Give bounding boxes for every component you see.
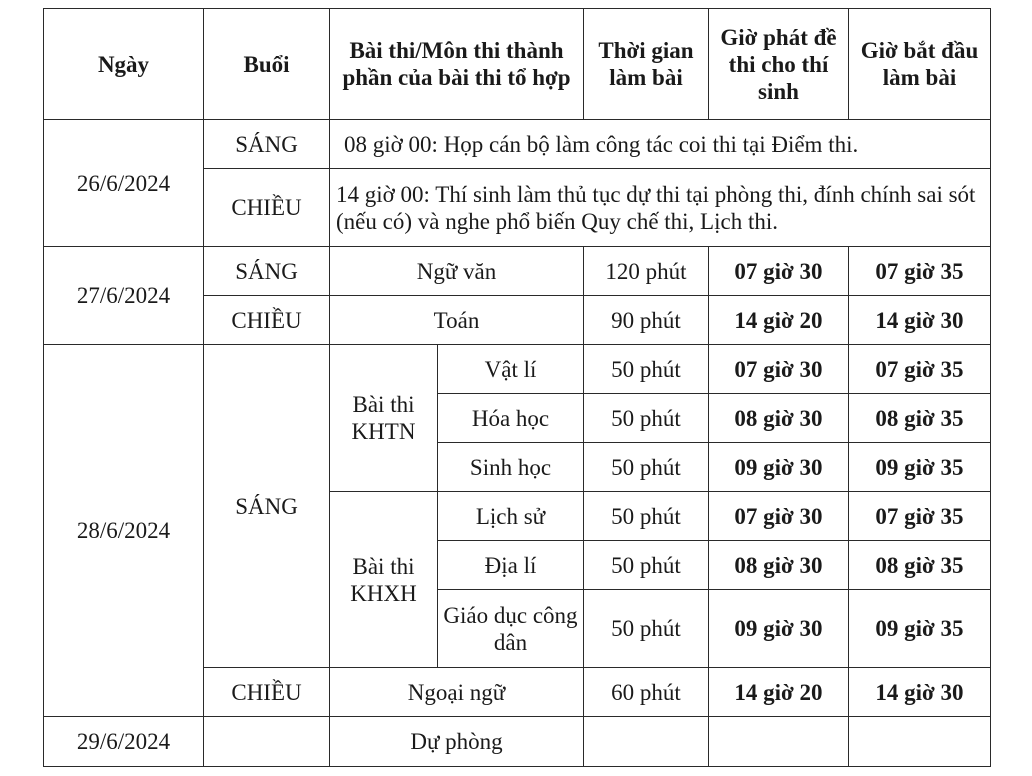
subject-cell: Sinh học	[438, 443, 584, 492]
duration-cell: 120 phút	[584, 247, 709, 296]
subject-cell: Lịch sử	[438, 492, 584, 541]
duration-cell: 90 phút	[584, 296, 709, 345]
duration-cell: 50 phút	[584, 492, 709, 541]
duration-cell	[584, 717, 709, 767]
distribute-time-cell: 07 giờ 30	[709, 345, 849, 394]
header-thoi-gian: Thời gian làm bài	[584, 9, 709, 120]
start-time-cell: 07 giờ 35	[849, 492, 991, 541]
start-time-cell: 14 giờ 30	[849, 668, 991, 717]
start-time-cell: 07 giờ 35	[849, 345, 991, 394]
distribute-time-cell: 08 giờ 30	[709, 541, 849, 590]
distribute-time-cell: 07 giờ 30	[709, 492, 849, 541]
start-time-cell: 09 giờ 35	[849, 443, 991, 492]
subject-cell: Ngoại ngữ	[330, 668, 584, 717]
distribute-time-cell: 09 giờ 30	[709, 590, 849, 668]
exam-schedule-table	[43, 8, 991, 767]
start-time-cell: 14 giờ 30	[849, 296, 991, 345]
subject-cell: Địa lí	[438, 541, 584, 590]
start-time-cell: 07 giờ 35	[849, 247, 991, 296]
date-cell: 29/6/2024	[44, 717, 204, 767]
subject-cell: Toán	[330, 296, 584, 345]
session-cell: SÁNG	[204, 120, 330, 169]
subject-cell: Ngữ văn	[330, 247, 584, 296]
duration-cell: 50 phút	[584, 345, 709, 394]
subject-cell: Giáo dục công dân	[438, 590, 584, 668]
date-cell: 26/6/2024	[44, 120, 204, 247]
session-cell: SÁNG	[204, 247, 330, 296]
start-time-cell: 08 giờ 35	[849, 394, 991, 443]
subject-cell: Vật lí	[438, 345, 584, 394]
header-row	[44, 9, 991, 120]
note-cell: 14 giờ 00: Thí sinh làm thủ tục dự thi tại phòng thi, đính chính sai sót (nếu có) và nghe phổ biến Quy chế thi, Lịch thi.	[330, 169, 991, 247]
date-cell: 28/6/2024	[44, 345, 204, 717]
group-cell-khxh: Bài thi KHXH	[330, 492, 438, 668]
header-mon-thi: Bài thi/Môn thi thành phần của bài thi tổ hợp	[330, 9, 584, 120]
note-cell: Dự phòng	[330, 717, 584, 767]
group-cell-khtn: Bài thi KHTN	[330, 345, 438, 492]
header-gio-phat: Giờ phát đề thi cho thí sinh	[709, 9, 849, 120]
subject-cell: Hóa học	[438, 394, 584, 443]
session-cell	[204, 717, 330, 767]
duration-cell: 50 phút	[584, 590, 709, 668]
table-row	[44, 247, 991, 296]
start-time-cell: 09 giờ 35	[849, 590, 991, 668]
distribute-time-cell: 14 giờ 20	[709, 296, 849, 345]
table-row	[44, 120, 991, 169]
session-cell: SÁNG	[204, 345, 330, 668]
distribute-time-cell: 08 giờ 30	[709, 394, 849, 443]
session-cell: CHIỀU	[204, 668, 330, 717]
header-ngay: Ngày	[44, 9, 204, 120]
duration-cell: 60 phút	[584, 668, 709, 717]
distribute-time-cell: 07 giờ 30	[709, 247, 849, 296]
duration-cell: 50 phút	[584, 541, 709, 590]
header-buoi: Buổi	[204, 9, 330, 120]
session-cell: CHIỀU	[204, 169, 330, 247]
distribute-time-cell: 09 giờ 30	[709, 443, 849, 492]
session-cell: CHIỀU	[204, 296, 330, 345]
header-gio-bat-dau: Giờ bắt đầu làm bài	[849, 9, 991, 120]
note-cell: 08 giờ 00: Họp cán bộ làm công tác coi thi tại Điểm thi.	[330, 120, 991, 169]
distribute-time-cell	[709, 717, 849, 767]
distribute-time-cell: 14 giờ 20	[709, 668, 849, 717]
date-cell: 27/6/2024	[44, 247, 204, 345]
table-row	[44, 345, 991, 394]
start-time-cell: 08 giờ 35	[849, 541, 991, 590]
start-time-cell	[849, 717, 991, 767]
duration-cell: 50 phút	[584, 394, 709, 443]
duration-cell: 50 phút	[584, 443, 709, 492]
table-row	[44, 717, 991, 767]
